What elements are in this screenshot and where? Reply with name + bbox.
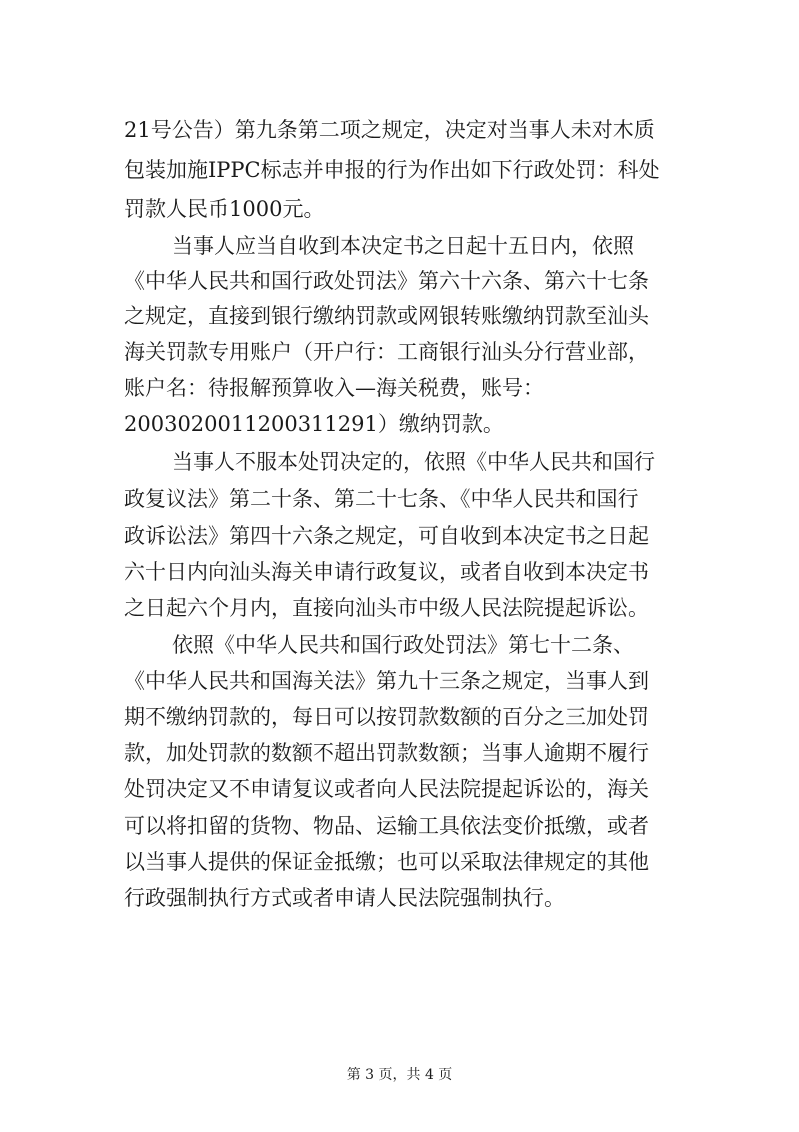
body-line-11: 政复议法》第二十条、第二十七条、《中华人民共和国行 — [124, 487, 639, 511]
body-line-20: 可以将扣留的货物、物品、运输工具依法变价抵缴，或者 — [124, 814, 649, 838]
body-line-5: 《中华人民共和国行政处罚法》第六十六条、第六十七条 — [124, 269, 649, 293]
body-line-3: 罚款人民币1000元。 — [124, 197, 325, 221]
body-line-4: 当事人应当自收到本决定书之日起十五日内，依照 — [172, 234, 634, 258]
body-line-1: 21号公告）第九条第二项之规定，决定对当事人未对木质 — [124, 118, 655, 142]
body-line-16: 《中华人民共和国海关法》第九十三条之规定，当事人到 — [124, 669, 649, 693]
body-line-7: 海关罚款专用账户（开户行：工商银行汕头分行营业部， — [124, 340, 649, 364]
page-number-footer: 第 3 页，共 4 页 — [346, 1067, 453, 1083]
body-line-9: 2003020011200311291）缴纳罚款。 — [124, 412, 504, 436]
body-line-13: 六十日内向汕头海关申请行政复议，或者自收到本决定书 — [124, 560, 649, 584]
body-line-19: 处罚决定又不申请复议或者向人民法院提起诉讼的，海关 — [124, 777, 649, 801]
body-line-12: 政诉讼法》第四十六条之规定，可自收到本决定书之日起 — [124, 524, 649, 548]
body-line-15: 依照《中华人民共和国行政处罚法》第七十二条、 — [172, 633, 634, 657]
body-line-22: 行政强制执行方式或者申请人民法院强制执行。 — [124, 886, 565, 910]
body-line-14: 之日起六个月内，直接向汕头市中级人民法院提起诉讼。 — [124, 596, 649, 620]
body-line-18: 款，加处罚款的数额不超出罚款数额；当事人逾期不履行 — [124, 741, 649, 765]
body-line-2: 包装加施IPPC标志并申报的行为作出如下行政处罚：科处 — [124, 158, 660, 182]
body-line-6: 之规定，直接到银行缴纳罚款或网银转账缴纳罚款至汕头 — [124, 304, 649, 328]
body-line-17: 期不缴纳罚款的，每日可以按罚款数额的百分之三加处罚 — [124, 705, 649, 729]
body-line-21: 以当事人提供的保证金抵缴；也可以采取法律规定的其他 — [124, 850, 649, 874]
body-line-10: 当事人不服本处罚决定的，依照《中华人民共和国行 — [172, 450, 655, 474]
body-line-8: 账户名：待报解预算收入—海关税费，账号： — [124, 376, 544, 400]
